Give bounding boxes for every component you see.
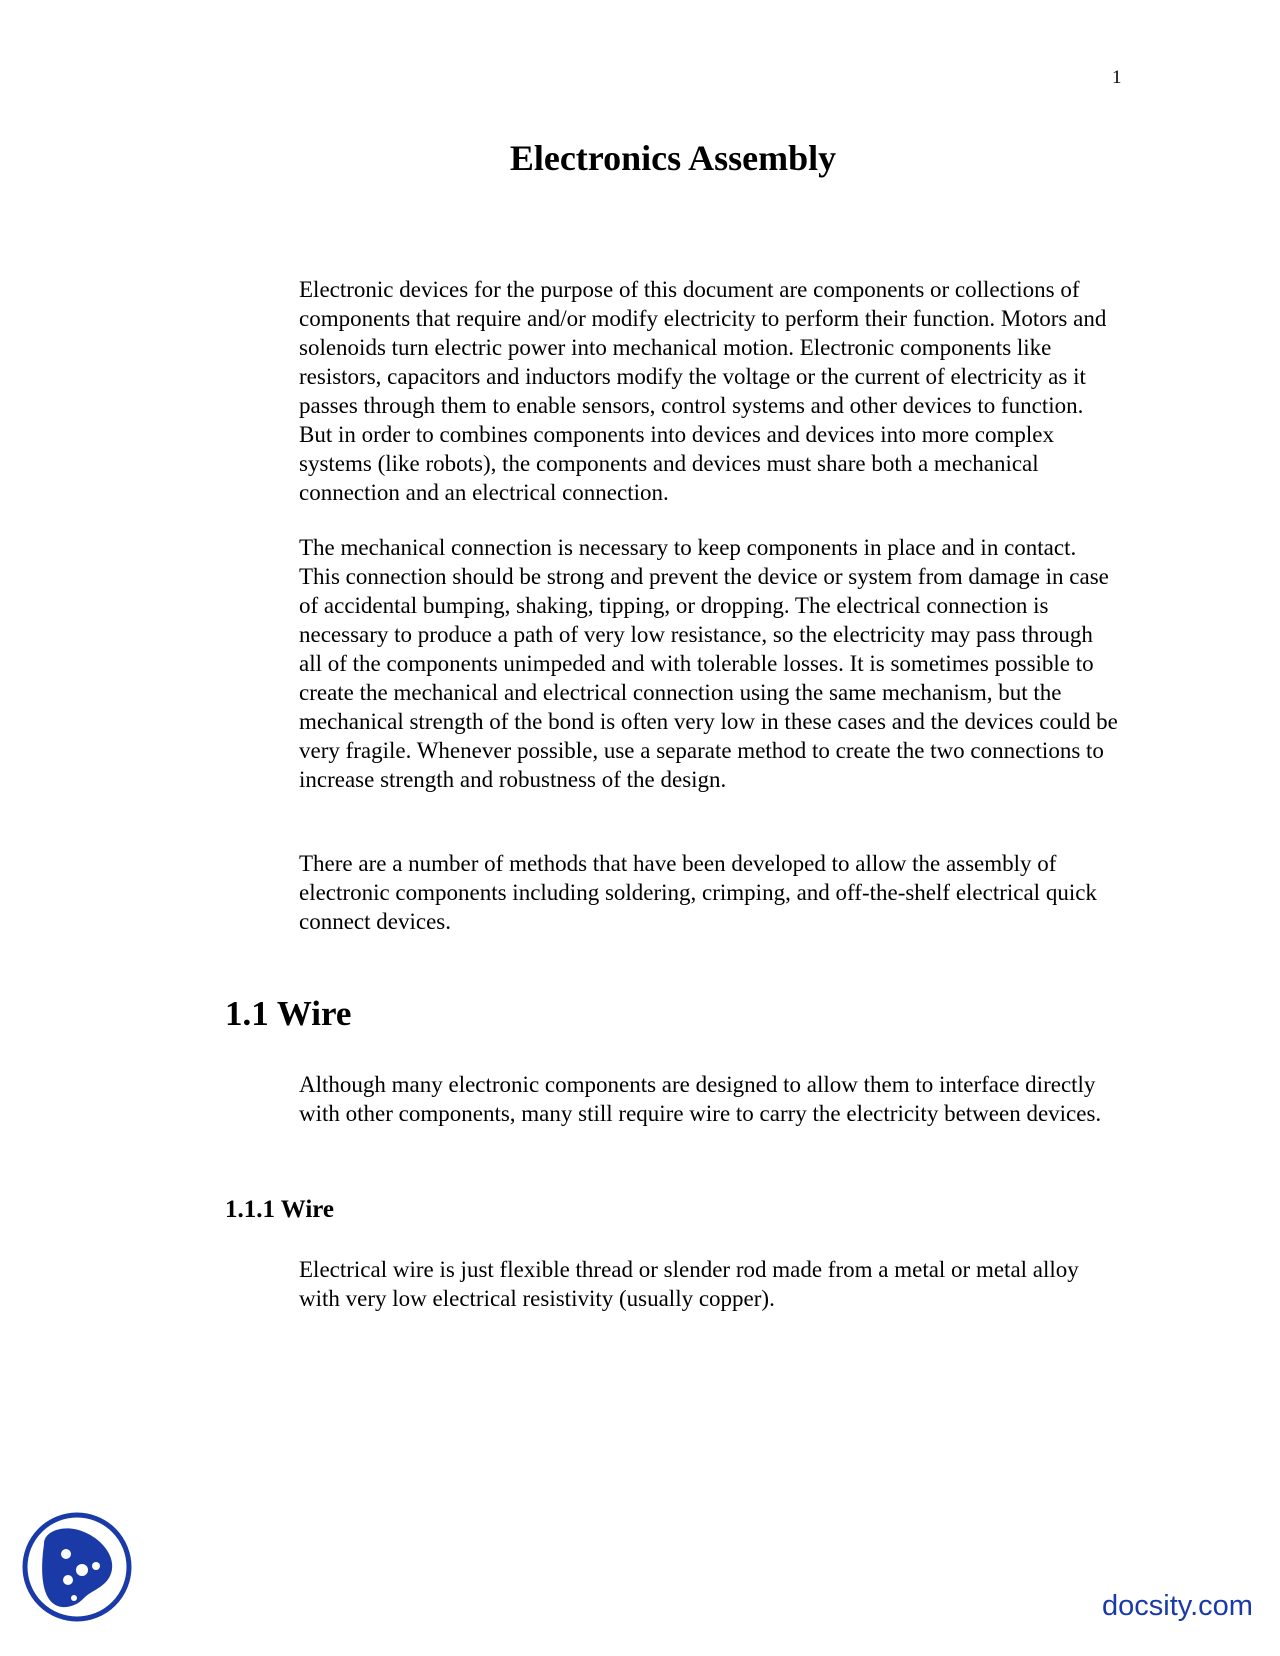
page-number: 1 [1112,67,1122,88]
intro-paragraph-2: The mechanical connection is necessary to keep components in place and in contact. This connection should be strong and prevent the device or system from damage in case of accidental bumping, shaking, tipping, or dropping. The electrical connection is necessary to produce a path of very low resistance, so the electricity may pass through all of the components unimpeded and with tolerable losses. It is sometimes possible to create the mechanical and electrical connection using the same mechanism, but the mechanical strength of the bond is often very low in these cases and the devices could be very fragile. Whenever possible, use a separate method to create the two connections to increase strength and robustness of the design. [299,535,1118,792]
intro-paragraph-3: There are a number of methods that have been developed to allow the assembly of electronic components including soldering, crimping, and off-the-shelf electrical quick connect devices. [299,851,1097,934]
document-title: Electronics Assembly [509,138,837,178]
section-heading-1-1-1: 1.1.1 Wire [225,1196,335,1223]
section-heading-1-1: 1.1 Wire [225,994,352,1033]
intro-paragraph-1: Electronic devices for the purpose of this document are components or collections of components that require and/or modify electricity to perform their function. Motors and solenoids turn electric power into mechanical motion. Electronic components like resistors, capacitors and inductors modify the voltage or the current of electricity as it passes through them to enable sensors, control systems and other devices to function. But in order to combines components into devices and devices into more complex systems (like robots), the components and devices must share both a mechanical connection and an electrical connection. [299,277,1107,505]
docsity-link[interactable]: docsity.com [1102,1590,1253,1622]
section-1-1-paragraph: Although many electronic components are designed to allow them to interface directly with other components, many still require wire to carry the electricity between devices. [299,1072,1102,1126]
docsity-logo-icon[interactable] [22,1512,132,1622]
section-1-1-1-paragraph: Electrical wire is just flexible thread or slender rod made from a metal or metal alloy with very low electrical resistivity (usually copper). [299,1257,1079,1311]
